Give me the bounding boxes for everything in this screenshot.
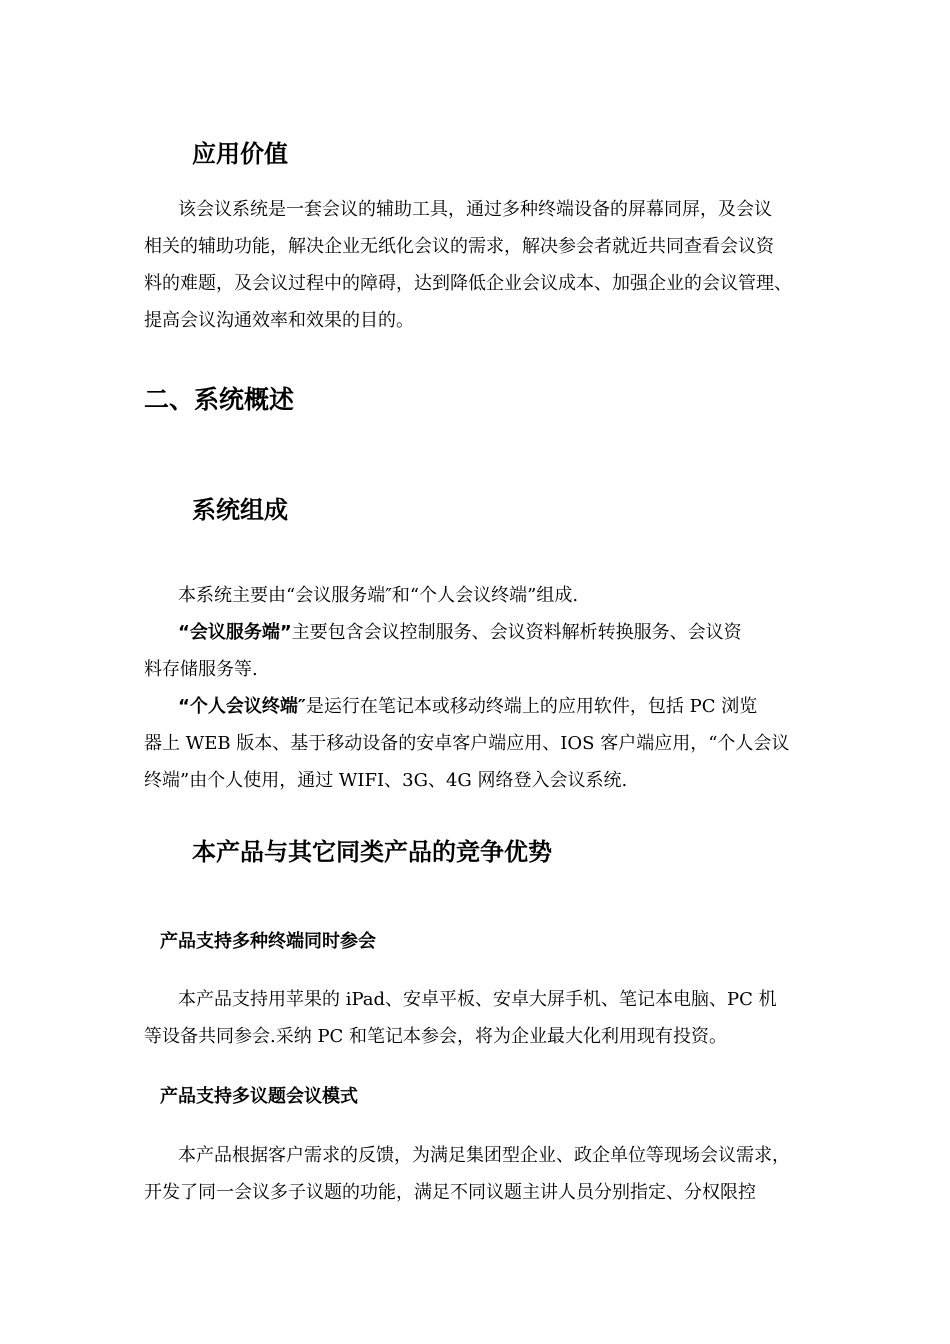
- text-line: [144, 614, 814, 651]
- paragraph-multi-topic: [144, 1137, 814, 1211]
- term-description: 是运行在笔记本或移动终端上的应用软件，包括 PC 浏览: [305, 696, 758, 717]
- section-heading-application-value: 应用价值: [192, 140, 288, 168]
- text-line: 本产品根据客户需求的反馈，为满足集团型企业、政企单位等现场会议需求，: [178, 1145, 790, 1166]
- text-line: 等设备共同参会.采纳 PC 和笔记本参会，将为企业最大化利用现有投资。: [144, 1026, 728, 1047]
- paragraph-application-value: [144, 191, 814, 339]
- text-line: 本产品支持用苹果的 iPad、安卓平板、安卓大屏手机、笔记本电脑、PC 机: [178, 989, 777, 1010]
- section-heading-system-composition: 系统组成: [192, 496, 288, 524]
- text-line: 该会议系统是一套会议的辅助工具，通过多种终端设备的屏幕同屏，及会议: [178, 199, 772, 220]
- subsection-heading-multi-topic: 产品支持多议题会议模式: [160, 1086, 358, 1107]
- term-personal-terminal: “个人会议终端″: [178, 696, 306, 717]
- paragraph-multi-terminal: [144, 981, 814, 1055]
- text-line: 料的难题，及会议过程中的障碍，达到降低企业会议成本、加强企业的会议管理、: [144, 273, 792, 294]
- term-description: 主要包含会议控制服务、会议资料解析转换服务、会议资: [291, 622, 742, 643]
- text-line: 相关的辅助功能，解决企业无纸化会议的需求，解决参会者就近共同查看会议资: [144, 236, 774, 257]
- chapter-heading-system-overview: 二、系统概述: [144, 385, 295, 414]
- term-meeting-server: “会议服务端”: [178, 622, 292, 643]
- text-line: [144, 688, 814, 725]
- text-line: 开发了同一会议多子议题的功能，满足不同议题主讲人员分别指定、分权限控: [144, 1182, 756, 1203]
- paragraph-system-composition: [144, 577, 814, 799]
- subsection-heading-multi-terminal: 产品支持多种终端同时参会: [160, 931, 376, 952]
- text-line: 料存储服务等.: [144, 659, 258, 680]
- text-line: 提高会议沟通效率和效果的目的。: [144, 310, 414, 331]
- section-heading-competitive-advantage: 本产品与其它同类产品的竞争优势: [192, 838, 552, 866]
- text-line: 本系统主要由“会议服务端″和“个人会议终端”组成.: [178, 585, 579, 606]
- text-line: 终端”由个人使用，通过 WIFI、3G、4G 网络登入会议系统.: [144, 770, 628, 791]
- text-line: 器上 WEB 版本、基于移动设备的安卓客户端应用、IOS 客户端应用，“个人会议: [144, 733, 790, 754]
